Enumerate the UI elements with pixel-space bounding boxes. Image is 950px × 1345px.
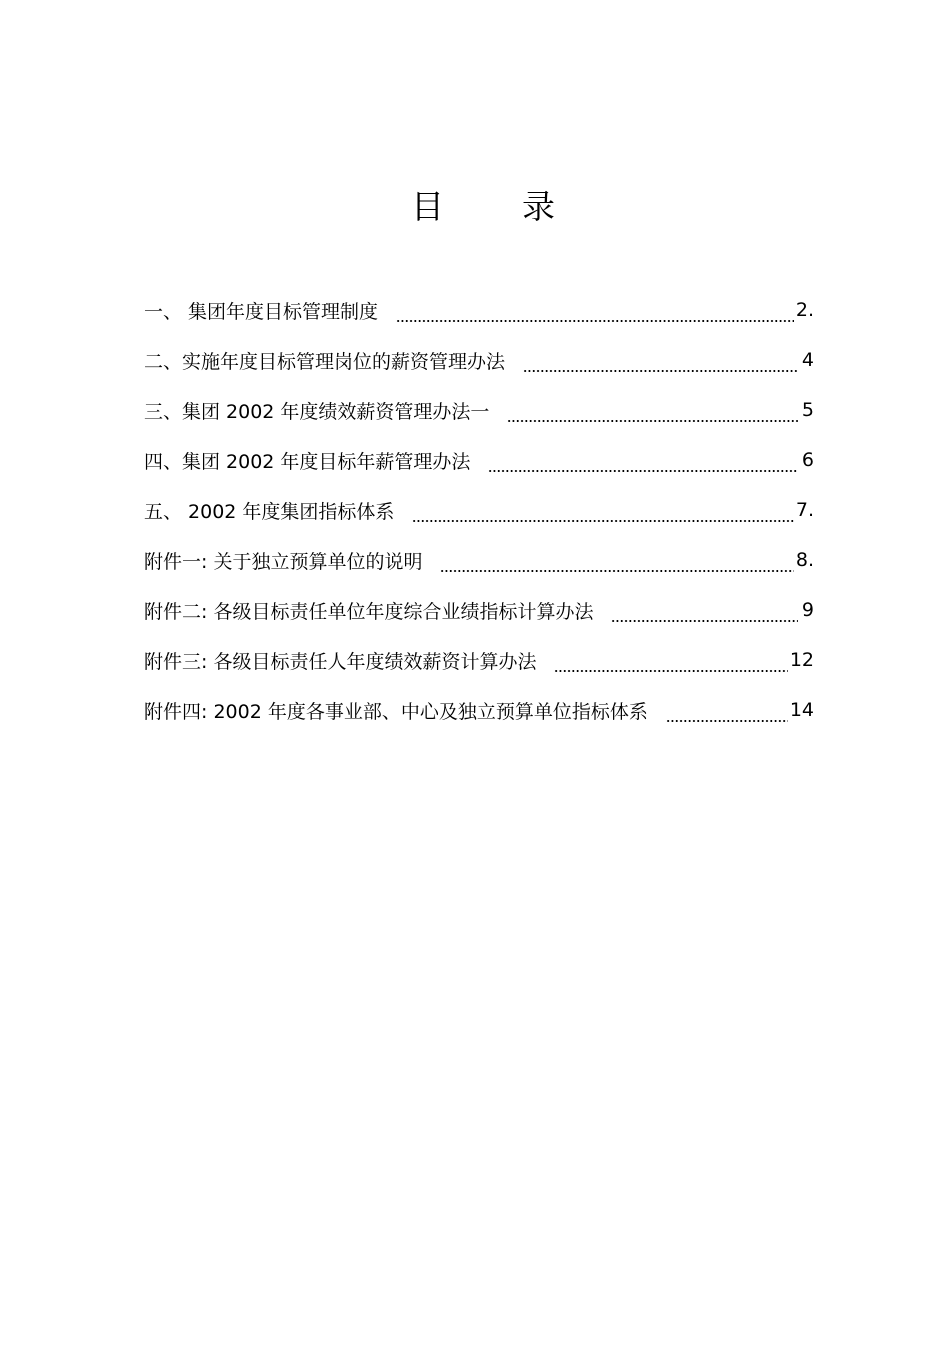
toc-title-char-1: 目 [411,187,444,226]
table-of-contents [144,285,814,735]
toc-entry-label: 附件四: 2002 年度各事业部、中心及独立预算单位指标体系 [144,700,648,723]
toc-page-number: 9 [801,599,814,621]
toc-entry[interactable] [144,285,814,335]
toc-page-number: 6 [801,449,814,471]
toc-page-number: 5 [801,399,814,421]
toc-entry-label: 一、 集团年度目标管理制度 [144,300,379,323]
toc-dot-leader [412,503,793,523]
toc-entry[interactable] [144,535,814,585]
toc-entry[interactable] [144,585,814,635]
toc-title-char-2: 录 [522,187,555,226]
toc-entry-label: 二、实施年度目标管理岗位的薪资管理办法 [144,350,506,373]
toc-page-number: 7. [795,499,814,521]
toc-dot-leader [507,403,798,423]
toc-dot-leader [488,453,798,473]
toc-page-number: 14 [789,699,814,721]
toc-entry-label: 附件一: 关于独立预算单位的说明 [144,550,423,573]
toc-entry-label: 附件三: 各级目标责任人年度绩效薪资计算办法 [144,650,537,673]
toc-entry[interactable] [144,435,814,485]
toc-page-number: 8. [795,549,814,571]
toc-dot-leader [523,353,798,373]
toc-dot-leader [440,553,793,573]
toc-entry[interactable] [144,635,814,685]
toc-dot-leader [611,603,798,623]
toc-page-number: 12 [789,649,814,671]
toc-page-number: 2. [795,299,814,321]
toc-page-number: 4 [801,349,814,371]
toc-title [0,182,950,232]
toc-dot-leader [396,303,794,323]
toc-entry[interactable] [144,685,814,735]
toc-dot-leader [666,703,788,723]
toc-entry[interactable] [144,335,814,385]
toc-entry-label: 三、集团 2002 年度绩效薪资管理办法一 [144,400,490,423]
toc-entry-label: 四、集团 2002 年度目标年薪管理办法 [144,450,471,473]
toc-entry[interactable] [144,385,814,435]
toc-entry[interactable] [144,485,814,535]
toc-entry-label: 附件二: 各级目标责任单位年度综合业绩指标计算办法 [144,600,594,623]
toc-entry-label: 五、 2002 年度集团指标体系 [144,500,395,523]
toc-dot-leader [554,653,787,673]
